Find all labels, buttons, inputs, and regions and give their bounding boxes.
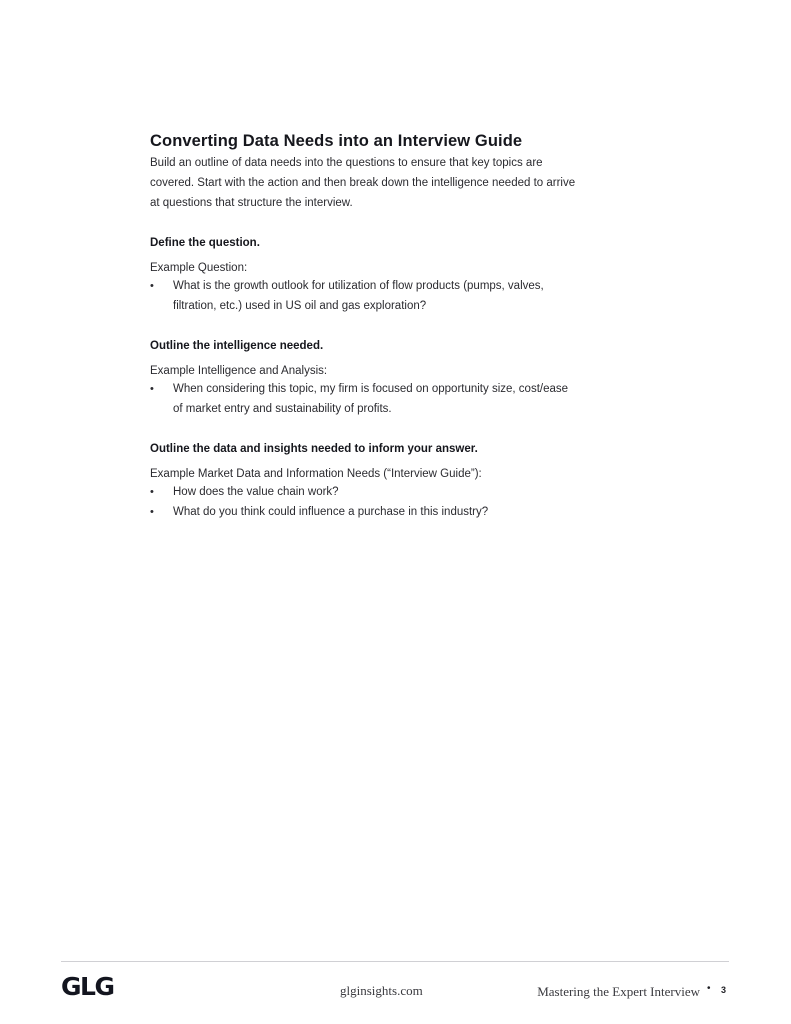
list-item-line: What do you think could influence a purchase in this industry? bbox=[173, 505, 489, 518]
section-intelligence bbox=[150, 338, 650, 419]
list-item bbox=[150, 380, 650, 419]
section-heading: Outline the intelligence needed. bbox=[150, 340, 324, 353]
list-item bbox=[150, 483, 650, 503]
intro-paragraph bbox=[150, 154, 650, 213]
section-label: Example Intelligence and Analysis: bbox=[150, 365, 328, 378]
list-item bbox=[150, 503, 650, 523]
glg-logo: GLG bbox=[61, 972, 114, 1001]
list-item-line: How does the value chain work? bbox=[173, 486, 339, 499]
section-heading: Define the question. bbox=[150, 237, 260, 250]
bullet-icon: • bbox=[150, 280, 154, 293]
bullet-icon: • bbox=[150, 505, 154, 518]
bullet-icon: • bbox=[150, 383, 154, 396]
bullet-icon: • bbox=[150, 486, 154, 499]
bullet-list bbox=[150, 380, 650, 419]
list-item-line: filtration, etc.) used in US oil and gas exploration? bbox=[173, 299, 427, 312]
list-item-line: of market entry and sustainability of profits. bbox=[173, 402, 392, 415]
section-label: Example Question: bbox=[150, 262, 248, 275]
footer-divider bbox=[61, 961, 729, 962]
bullet-list bbox=[150, 277, 650, 316]
intro-line: covered. Start with the action and then break down the intelligence needed to arrive bbox=[150, 176, 576, 189]
intro-line: at questions that structure the interview. bbox=[150, 196, 353, 209]
document-body bbox=[150, 132, 650, 522]
section-label: Example Market Data and Information Needs (“Interview Guide”): bbox=[150, 468, 482, 481]
section-data-insights bbox=[150, 441, 650, 522]
section-define-question bbox=[150, 235, 650, 316]
page-number: 3 bbox=[721, 985, 727, 995]
list-item bbox=[150, 277, 650, 316]
list-item-line: When considering this topic, my firm is focused on opportunity size, cost/ease bbox=[173, 383, 569, 396]
bullet-list bbox=[150, 483, 650, 522]
footer-separator: • bbox=[707, 983, 711, 994]
section-heading: Outline the data and insights needed to inform your answer. bbox=[150, 443, 478, 456]
list-item-line: What is the growth outlook for utilization of flow products (pumps, valves, bbox=[173, 280, 544, 293]
footer-website: glginsights.com bbox=[340, 983, 423, 998]
intro-line: Build an outline of data needs into the questions to ensure that key topics are bbox=[150, 157, 543, 169]
footer-document-title: Mastering the Expert Interview bbox=[537, 984, 700, 999]
page-title: Converting Data Needs into an Interview Guide bbox=[150, 132, 523, 150]
